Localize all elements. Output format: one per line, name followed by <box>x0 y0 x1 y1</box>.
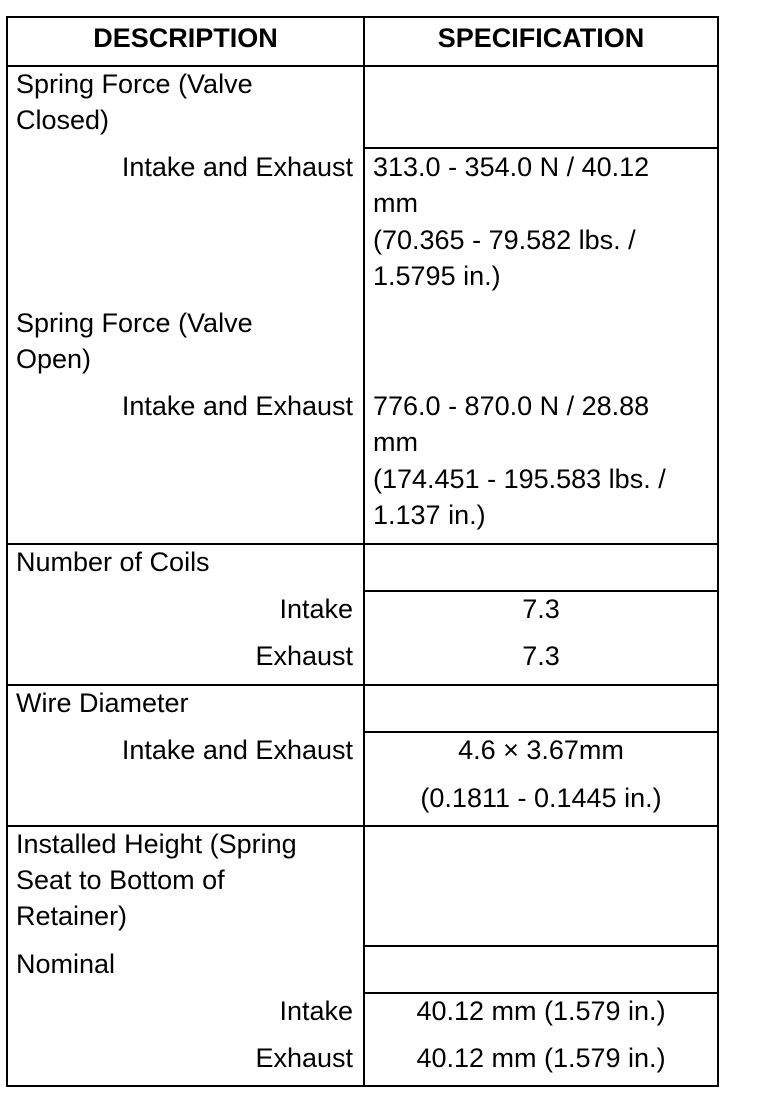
intake-exhaust-label: Intake and Exhaust <box>121 735 353 765</box>
spring-force-open-value: (174.451 - 195.583 lbs. / <box>373 464 666 494</box>
height-exhaust-label: Exhaust <box>255 1043 353 1073</box>
height-intake-label: Intake <box>279 996 353 1026</box>
installed-height-label: Seat to Bottom of <box>16 865 225 895</box>
column-divider <box>363 18 365 1085</box>
description-header: DESCRIPTION <box>93 23 278 53</box>
installed-height-label: Retainer) <box>16 901 128 931</box>
spring-force-closed-value: (70.365 - 79.582 lbs. / <box>373 225 636 255</box>
coils-intake-value: 7.3 <box>522 594 560 624</box>
height-exhaust-value: 40.12 mm (1.579 in.) <box>416 1043 666 1073</box>
installed-height-label: Installed Height (Spring <box>16 829 297 859</box>
intake-exhaust-label: Intake and Exhaust <box>121 152 353 182</box>
wire-diameter-value-inches: (0.1811 - 0.1445 in.) <box>420 783 662 813</box>
coils-exhaust-label: Exhaust <box>255 641 353 671</box>
coils-intake-label: Intake <box>279 594 353 624</box>
spring-force-closed-label: Closed) <box>16 105 110 135</box>
spring-force-closed-label: Spring Force (Valve <box>16 69 253 99</box>
number-of-coils-label: Number of Coils <box>16 547 210 577</box>
wire-diameter-label: Wire Diameter <box>16 688 189 718</box>
intake-exhaust-label: Intake and Exhaust <box>121 391 353 421</box>
spring-force-closed-value: mm <box>373 188 418 218</box>
spring-force-open-value: 776.0 - 870.0 N / 28.88 <box>373 391 650 421</box>
height-intake-value: 40.12 mm (1.579 in.) <box>416 996 666 1026</box>
spring-force-closed-value: 313.0 - 354.0 N / 40.12 <box>373 152 650 182</box>
coils-exhaust-value: 7.3 <box>522 641 560 671</box>
spec-table <box>6 16 719 1087</box>
nominal-label: Nominal <box>16 949 116 979</box>
spring-force-open-label: Spring Force (Valve <box>16 308 253 338</box>
wire-diameter-value: 4.6 × 3.67mm <box>458 735 624 765</box>
spring-force-open-value: 1.137 in.) <box>373 500 486 530</box>
spring-force-open-label: Open) <box>16 344 92 374</box>
spring-force-closed-value: 1.5795 in.) <box>373 261 501 291</box>
row-divider <box>363 945 717 947</box>
specification-header: SPECIFICATION <box>437 23 645 53</box>
spring-force-open-value: mm <box>373 427 418 457</box>
